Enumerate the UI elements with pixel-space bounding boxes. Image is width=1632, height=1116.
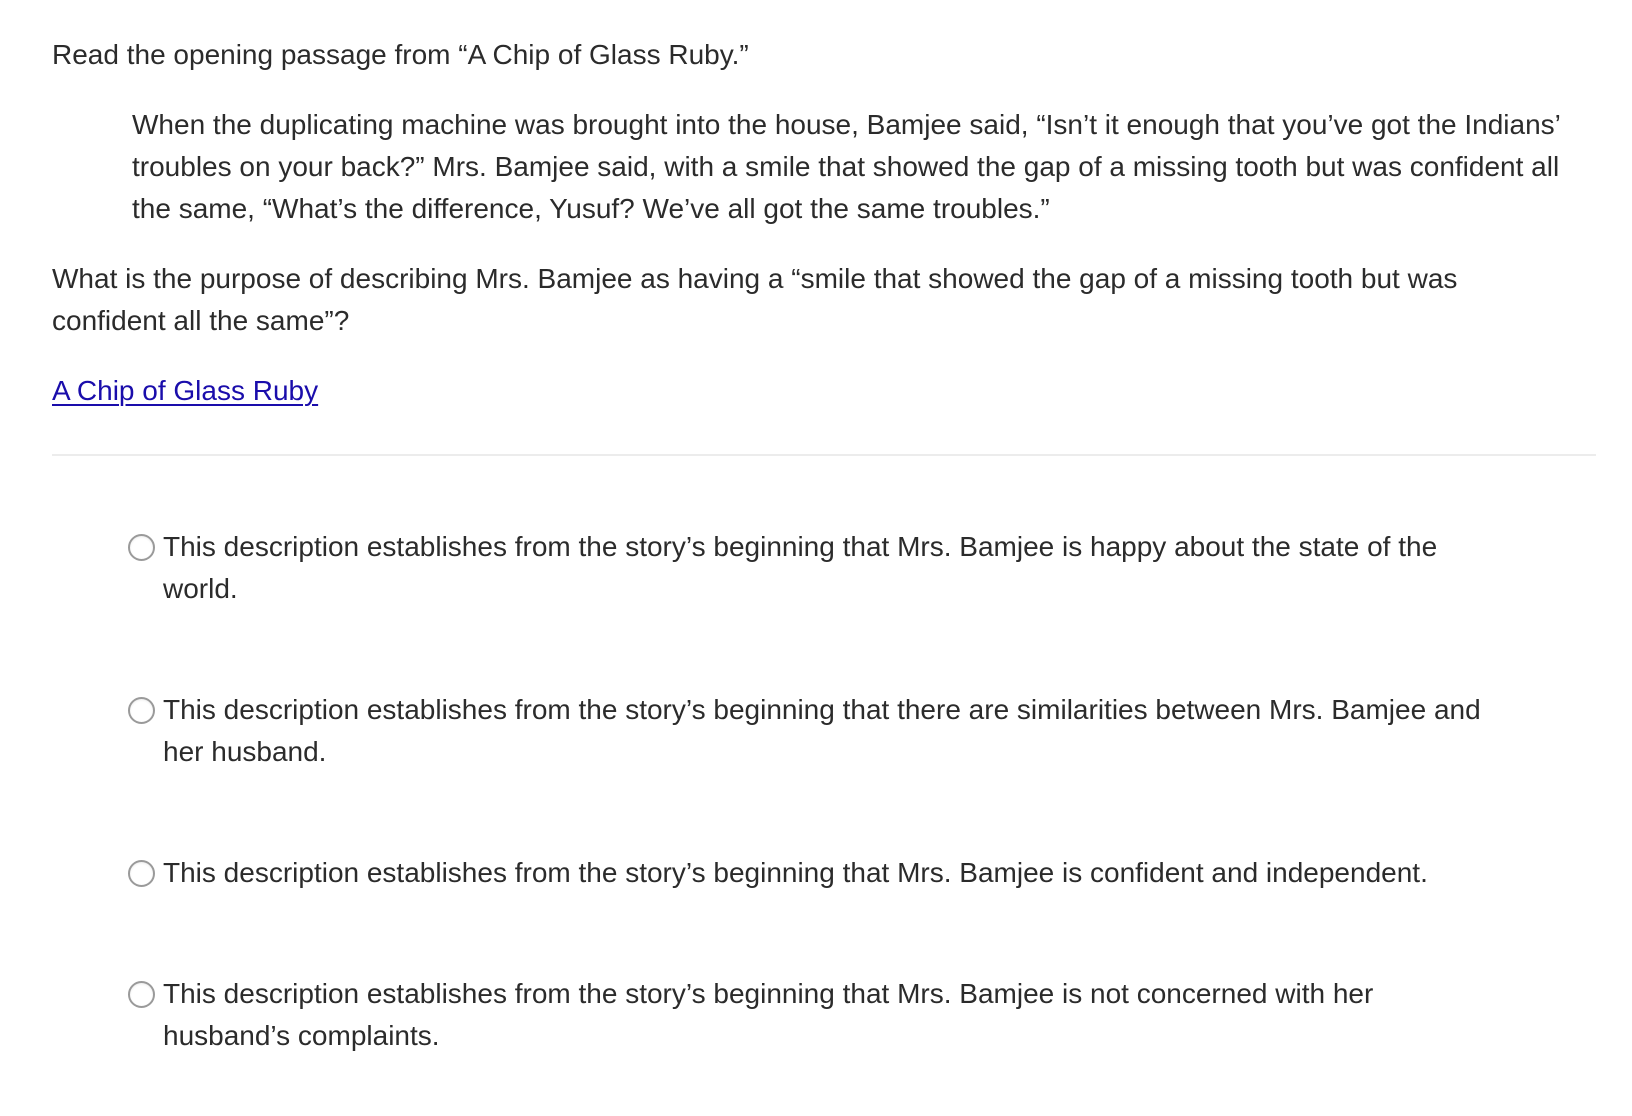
answer-choices — [52, 526, 1580, 1057]
answer-choice-label[interactable]: This description establishes from the story’s beginning that Mrs. Bamjee is confident and independent. — [163, 857, 1428, 888]
divider — [52, 454, 1596, 456]
answer-choice-label[interactable]: This description establishes from the story’s beginning that Mrs. Bamjee is not concerned with her husband’s complaints. — [163, 978, 1374, 1051]
passage-excerpt: When the duplicating machine was brought into the house, Bamjee said, “Isn’t it enough that you’ve got the Indians’ troubles on your back?” Mrs. Bamjee said, with a smile that showed the gap of a missing tooth but was confident all the same, “What’s the difference, Yusuf? We’ve all got the same troubles.” — [132, 109, 1560, 224]
question-prompt: What is the purpose of describing Mrs. Bamjee as having a “smile that showed the gap of a missing tooth but was confident all the same”? — [52, 263, 1458, 336]
answer-choice-label[interactable]: This description establishes from the story’s beginning that Mrs. Bamjee is happy about the state of the world. — [163, 531, 1438, 604]
answer-choice-3[interactable] — [128, 852, 1508, 894]
story-link[interactable]: A Chip of Glass Ruby — [52, 375, 319, 406]
radio-button-icon[interactable] — [128, 981, 155, 1008]
answer-choice-2[interactable] — [128, 689, 1508, 773]
intro-text: Read the opening passage from “A Chip of Glass Ruby.” — [52, 39, 749, 70]
answer-choice-1[interactable] — [128, 526, 1508, 610]
radio-button-icon[interactable] — [128, 534, 155, 561]
radio-button-icon[interactable] — [128, 860, 155, 887]
answer-choice-4[interactable] — [128, 973, 1508, 1057]
radio-button-icon[interactable] — [128, 697, 155, 724]
answer-choice-label[interactable]: This description establishes from the story’s beginning that there are similarities between Mrs. Bamjee and her husband. — [163, 694, 1481, 767]
